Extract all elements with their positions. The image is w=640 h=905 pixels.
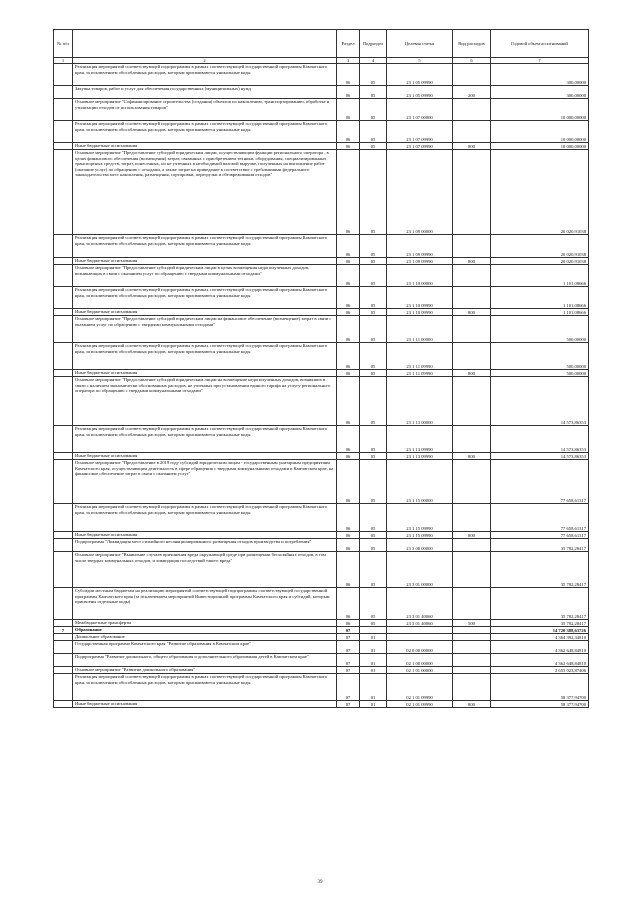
row-number <box>54 674 73 701</box>
row-section: 06 <box>337 143 360 150</box>
table-row <box>54 552 589 588</box>
row-subsection: 05 <box>360 377 387 426</box>
row-target-article: 23 1 09 09990 <box>387 258 453 265</box>
row-target-article: 23 3 01 00000 <box>387 552 453 588</box>
row-number <box>54 634 73 641</box>
row-name: Государственная программа Камчатского края "Развитие образования в Камчатском крае" <box>73 641 337 654</box>
row-section: 06 <box>337 86 360 99</box>
row-subsection: 05 <box>360 620 387 627</box>
row-subsection: 05 <box>360 316 387 343</box>
row-number <box>54 343 73 370</box>
table-row <box>54 634 589 641</box>
row-subsection: 05 <box>360 453 387 460</box>
row-subsection: 05 <box>360 64 387 86</box>
header-number: № п/п <box>54 30 73 58</box>
table-row <box>54 309 589 316</box>
table-row <box>54 287 589 309</box>
row-target-article: 23 1 10 09990 <box>387 309 453 316</box>
row-subsection: 05 <box>360 504 387 532</box>
row-subsection: 05 <box>360 460 387 504</box>
row-expense-type: 200 <box>453 86 491 99</box>
row-annual-volume: 4 364 392,34810 <box>491 634 589 641</box>
row-expense-type <box>453 426 491 453</box>
row-number <box>54 701 73 708</box>
row-annual-volume: 58 377,94700 <box>491 701 589 708</box>
row-section: 07 <box>337 654 360 667</box>
row-expense-type: 500 <box>453 620 491 627</box>
row-subsection: 05 <box>360 552 387 588</box>
row-number <box>54 667 73 674</box>
table-row <box>54 641 589 654</box>
row-name: Реализация мероприятий соответствующей подпрограммы в рамках соответствующей государственной программы Камчатского края, за исключением обособленных расходов, которым присваиваются уникальные коды <box>73 64 337 86</box>
row-expense-type <box>453 235 491 258</box>
row-expense-type: 800 <box>453 258 491 265</box>
table-row <box>54 504 589 532</box>
row-target-article: 23 1 05 09990 <box>387 86 453 99</box>
row-section: 07 <box>337 641 360 654</box>
row-subsection: 05 <box>360 309 387 316</box>
row-annual-volume: 500,00000 <box>491 343 589 370</box>
row-annual-volume: 77 658,61317 <box>491 532 589 539</box>
row-subsection: 05 <box>360 588 387 620</box>
row-number <box>54 150 73 235</box>
row-name: Основное мероприятие "Предоставление в 2019 году субсидий юридическим лицам - государственным унитарным предприятиям Камчатского края, осуществляющим деятельность в сфере обращения с твердыми коммунальными отходами в Камчатском крае, на финансовое обеспечение затрат в связи с оказанием услуг" <box>73 460 337 504</box>
row-name: Подпрограмма "Ликвидация мест стихийного несанкционированного размещения отходов производства и потребления" <box>73 539 337 552</box>
table-row <box>54 667 589 674</box>
row-expense-type <box>453 539 491 552</box>
row-name: Иные бюджетные ассигнования <box>73 309 337 316</box>
row-expense-type <box>453 654 491 667</box>
row-number <box>54 235 73 258</box>
table-row <box>54 620 589 627</box>
row-annual-volume: 20 020,91038 <box>491 258 589 265</box>
row-section: 06 <box>337 343 360 370</box>
row-subsection: 05 <box>360 370 387 377</box>
row-subsection: 05 <box>360 99 387 121</box>
row-number: 7 <box>54 627 73 634</box>
row-number <box>54 377 73 426</box>
column-number: 5 <box>387 58 453 64</box>
row-name: Иные бюджетные ассигнования <box>73 701 337 708</box>
row-number <box>54 620 73 627</box>
column-number: 2 <box>73 58 337 64</box>
row-subsection <box>360 627 387 634</box>
row-subsection: 05 <box>360 86 387 99</box>
table-row <box>54 674 589 701</box>
row-subsection: 01 <box>360 654 387 667</box>
page-number: 39 <box>317 880 323 885</box>
row-name: Реализация мероприятий соответствующей подпрограммы в рамках соответствующей государственной программы Камчатского края, за исключением обособленных расходов, которым присваиваются уникальные коды <box>73 504 337 532</box>
row-target-article: 23 1 07 09990 <box>387 143 453 150</box>
row-number <box>54 316 73 343</box>
row-target-article: 23 3 00 00000 <box>387 539 453 552</box>
row-number <box>54 552 73 588</box>
row-number <box>54 287 73 309</box>
table-row <box>54 64 589 86</box>
row-number <box>54 588 73 620</box>
row-target-article: 02 1 01 09990 <box>387 701 453 708</box>
row-subsection: 05 <box>360 343 387 370</box>
table-row <box>54 588 589 620</box>
row-annual-volume: 77 658,61317 <box>491 460 589 504</box>
row-number <box>54 258 73 265</box>
budget-table <box>53 29 589 708</box>
row-target-article: 23 1 05 09990 <box>387 64 453 86</box>
row-section: 06 <box>337 588 360 620</box>
row-expense-type <box>453 377 491 426</box>
row-annual-volume: 300,00000 <box>491 64 589 86</box>
row-name: Основное мероприятие "Предоставление субсидий юридическим лицам, осуществляющим функции регионального оператора , в целях финансового обеспечения (возмещения) затрат, связанных с приобретением техники, оборудования, специализированных транспортных средств, затрат, понесенных, но не учтенных в необходимой валовой выручке, полученных на выполнение работ (оказание услуг) по обращению с отходами, а также затрат на приведение в соответствие с требованиями федерального законодательства мест накопления, размещения, сортировки, перегрузки и обезвреживания отходов" <box>73 150 337 235</box>
row-section: 07 <box>337 667 360 674</box>
row-annual-volume: 20 020,91038 <box>491 150 589 235</box>
row-annual-volume: 500,00000 <box>491 316 589 343</box>
row-expense-type <box>453 64 491 86</box>
row-section: 06 <box>337 539 360 552</box>
row-expense-type: 800 <box>453 309 491 316</box>
row-target-article: 23 1 09 09990 <box>387 235 453 258</box>
row-target-article: 23 1 10 09990 <box>387 287 453 309</box>
row-expense-type <box>453 504 491 532</box>
table-row <box>54 426 589 453</box>
row-subsection: 01 <box>360 641 387 654</box>
row-subsection: 05 <box>360 532 387 539</box>
row-target-article: 02 1 00 00000 <box>387 654 453 667</box>
table-row <box>54 343 589 370</box>
row-section: 06 <box>337 99 360 121</box>
row-subsection: 01 <box>360 667 387 674</box>
row-subsection: 01 <box>360 674 387 701</box>
row-subsection: 05 <box>360 121 387 143</box>
row-number <box>54 641 73 654</box>
row-section: 06 <box>337 309 360 316</box>
row-expense-type: 800 <box>453 532 491 539</box>
row-name: Иные бюджетные ассигнования <box>73 258 337 265</box>
row-name: Иные бюджетные ассигнования <box>73 453 337 460</box>
row-target-article <box>387 627 453 634</box>
row-number <box>54 86 73 99</box>
row-target-article: 23 1 10 00000 <box>387 265 453 287</box>
row-section: 06 <box>337 426 360 453</box>
row-expense-type <box>453 316 491 343</box>
header-expense-type: Вид расходов <box>453 30 491 58</box>
row-target-article: 23 3 01 40060 <box>387 620 453 627</box>
row-annual-volume: 35 782,28417 <box>491 620 589 627</box>
row-subsection: 01 <box>360 701 387 708</box>
row-annual-volume: 4 362 648,84810 <box>491 654 589 667</box>
row-name: Реализация мероприятий соответствующей подпрограммы в рамках соответствующей государственной программы Камчатского края, за исключением обособленных расходов, которым присваиваются уникальные коды <box>73 674 337 701</box>
row-name: Основное мероприятие "Софинансирование строительства (создания) объектов по накоплению, транспортированию, обработке и утилизации отходов от использования товаров" <box>73 99 337 121</box>
row-target-article: 23 1 15 09990 <box>387 532 453 539</box>
table-row <box>54 370 589 377</box>
row-number <box>54 539 73 552</box>
row-annual-volume: 35 782,28417 <box>491 539 589 552</box>
table-row <box>54 99 589 121</box>
row-section: 06 <box>337 377 360 426</box>
row-target-article: 23 1 11 00000 <box>387 316 453 343</box>
row-target-article: 23 1 07 00000 <box>387 99 453 121</box>
row-name: Иные бюджетные ассигнования <box>73 370 337 377</box>
row-section: 06 <box>337 235 360 258</box>
row-section: 07 <box>337 634 360 641</box>
row-name: Подпрограмма "Развитие дошкольного, общего образования и дополнительного образования детей в Камчатском крае" <box>73 654 337 667</box>
header-annual-volume: Годовой объем ассигнований <box>491 30 589 58</box>
row-section: 06 <box>337 64 360 86</box>
row-expense-type <box>453 121 491 143</box>
row-name: Основное мероприятие "Развитие дошкольного образования" <box>73 667 337 674</box>
row-name: Дошкольное образование <box>73 634 337 641</box>
row-name: Основное мероприятие "Предоставление субсидий юридическим лицам на возмещение недополученных доходов, возникших в связи с наличием экономически обоснованных расходов, не учтенных при установлении единого тарифа на услугу регионального оператора по обращению с твердыми коммунальными отходами" <box>73 377 337 426</box>
row-number <box>54 309 73 316</box>
row-target-article: 23 1 13 09990 <box>387 426 453 453</box>
row-section: 06 <box>337 460 360 504</box>
row-annual-volume: 14 573,86353 <box>491 377 589 426</box>
table-row <box>54 121 589 143</box>
row-target-article: 23 1 13 00000 <box>387 377 453 426</box>
table-row <box>54 150 589 235</box>
row-subsection: 05 <box>360 258 387 265</box>
row-name: Субсидии местным бюджетам на реализацию мероприятий соответствующей подпрограммы соответствующей государственной программы Камчатского края (за исключением мероприятий Инвестиционной программы Камчатского края и субсидий, которым присвоены отдельные коды) <box>73 588 337 620</box>
table-row <box>54 532 589 539</box>
row-expense-type <box>453 588 491 620</box>
row-expense-type <box>453 287 491 309</box>
row-section: 07 <box>337 701 360 708</box>
row-section: 06 <box>337 121 360 143</box>
row-annual-volume: 4 362 648,84810 <box>491 641 589 654</box>
table-row <box>54 460 589 504</box>
row-expense-type <box>453 667 491 674</box>
row-annual-volume: 1 101,08666 <box>491 309 589 316</box>
row-annual-volume: 500,00000 <box>491 370 589 377</box>
row-subsection: 05 <box>360 143 387 150</box>
row-expense-type: 800 <box>453 453 491 460</box>
row-expense-type <box>453 552 491 588</box>
row-number <box>54 654 73 667</box>
table-row <box>54 701 589 708</box>
row-expense-type: 800 <box>453 143 491 150</box>
row-target-article: 23 1 15 00000 <box>387 460 453 504</box>
row-subsection: 01 <box>360 634 387 641</box>
row-number <box>54 460 73 504</box>
row-expense-type <box>453 674 491 701</box>
row-name: Реализация мероприятий соответствующей подпрограммы в рамках соответствующей государственной программы Камчатского края, за исключением обособленных расходов, которым присваиваются уникальные коды <box>73 121 337 143</box>
row-name: Реализация мероприятий соответствующей подпрограммы в рамках соответствующей государственной программы Камчатского края, за исключением обособленных расходов, которым присваиваются уникальные коды <box>73 343 337 370</box>
row-expense-type: 800 <box>453 701 491 708</box>
row-expense-type <box>453 150 491 235</box>
row-name: Иные бюджетные ассигнования <box>73 532 337 539</box>
row-annual-volume: 300,00000 <box>491 86 589 99</box>
table-row <box>54 453 589 460</box>
row-number <box>54 453 73 460</box>
row-section: 07 <box>337 674 360 701</box>
table-row <box>54 235 589 258</box>
row-annual-volume: 14 720 388,63726 <box>491 627 589 634</box>
row-number <box>54 504 73 532</box>
row-name: Реализация мероприятий соответствующей подпрограммы в рамках соответствующей государственной программы Камчатского края, за исключением обособленных расходов, которым присваиваются уникальные коды <box>73 426 337 453</box>
row-annual-volume: 1 101,08666 <box>491 265 589 287</box>
row-number <box>54 370 73 377</box>
row-name: Основное мероприятие "Предоставление субсидий юридическим лицам на финансовое обеспечение (возмещение) затрат в связи с оказанием услуг по обращению с твердыми коммунальными отходами" <box>73 316 337 343</box>
row-annual-volume: 2 655 023,87406 <box>491 667 589 674</box>
row-annual-volume: 1 101,08666 <box>491 287 589 309</box>
header-subsection: Подраздел <box>360 30 387 58</box>
row-annual-volume: 20 020,91038 <box>491 235 589 258</box>
row-subsection: 05 <box>360 235 387 258</box>
table-body <box>54 64 589 708</box>
row-expense-type <box>453 99 491 121</box>
row-target-article: 02 1 01 00000 <box>387 667 453 674</box>
row-name: Основное мероприятие "Предоставление субсидий юридическим лицам в целях возмещения недополученных доходов, возникающих в связи с оказанием услуг по обращению с твердыми коммунальными отходами" <box>73 265 337 287</box>
row-name: Образование <box>73 627 337 634</box>
row-subsection: 05 <box>360 265 387 287</box>
row-section: 06 <box>337 453 360 460</box>
header-name <box>73 30 337 58</box>
row-section: 06 <box>337 620 360 627</box>
row-annual-volume: 14 573,86353 <box>491 426 589 453</box>
table-row <box>54 316 589 343</box>
row-number <box>54 143 73 150</box>
row-target-article: 23 3 01 40060 <box>387 588 453 620</box>
row-subsection: 05 <box>360 150 387 235</box>
row-number <box>54 121 73 143</box>
row-expense-type <box>453 460 491 504</box>
row-target-article: 23 1 11 09990 <box>387 370 453 377</box>
row-annual-volume: 10 000,00000 <box>491 99 589 121</box>
table-row <box>54 86 589 99</box>
row-expense-type: 800 <box>453 370 491 377</box>
row-section: 06 <box>337 370 360 377</box>
row-expense-type <box>453 627 491 634</box>
table-row <box>54 627 589 634</box>
row-name: Реализация мероприятий соответствующей подпрограммы в рамках соответствующей государственной программы Камчатского края, за исключением обособленных расходов, которым присваиваются уникальные коды <box>73 287 337 309</box>
row-target-article <box>387 634 453 641</box>
table-row <box>54 258 589 265</box>
row-section: 06 <box>337 552 360 588</box>
row-target-article: 23 1 13 09990 <box>387 453 453 460</box>
row-annual-volume: 35 782,28417 <box>491 552 589 588</box>
row-expense-type <box>453 265 491 287</box>
row-annual-volume: 35 782,28417 <box>491 588 589 620</box>
row-annual-volume: 58 377,94700 <box>491 674 589 701</box>
row-section: 06 <box>337 316 360 343</box>
column-number: 4 <box>360 58 387 64</box>
row-annual-volume: 77 658,61317 <box>491 504 589 532</box>
row-section: 06 <box>337 265 360 287</box>
row-target-article: 02 0 00 00000 <box>387 641 453 654</box>
row-number <box>54 99 73 121</box>
row-expense-type <box>453 343 491 370</box>
row-section: 06 <box>337 150 360 235</box>
row-number <box>54 265 73 287</box>
row-annual-volume: 14 573,86353 <box>491 453 589 460</box>
table-row <box>54 265 589 287</box>
row-target-article: 02 1 01 09990 <box>387 674 453 701</box>
table-header-row <box>54 30 589 58</box>
row-target-article: 23 1 11 09990 <box>387 343 453 370</box>
row-expense-type <box>453 634 491 641</box>
table-row <box>54 539 589 552</box>
row-section: 06 <box>337 532 360 539</box>
row-section: 06 <box>337 504 360 532</box>
table-row <box>54 377 589 426</box>
row-name: Закупка товаров, работ и услуг для обеспечения государственных (муниципальных) нужд <box>73 86 337 99</box>
row-subsection: 05 <box>360 426 387 453</box>
row-section: 06 <box>337 258 360 265</box>
row-subsection: 05 <box>360 539 387 552</box>
table-row <box>54 654 589 667</box>
row-number <box>54 64 73 86</box>
row-subsection: 05 <box>360 287 387 309</box>
header-target-article: Целевая статья <box>387 30 453 58</box>
row-target-article: 23 1 09 00000 <box>387 150 453 235</box>
row-name: Основное мероприятие "Выявление случаев причинения вреда окружающей среде при размещении бесхозяйных отходов, в том числе твердых коммунальных отходов, и ликвидация последствий такого вреда" <box>73 552 337 588</box>
column-number: 1 <box>54 58 73 64</box>
row-annual-volume: 10 000,00000 <box>491 143 589 150</box>
column-number: 3 <box>337 58 360 64</box>
row-expense-type <box>453 641 491 654</box>
header-section: Раздел <box>337 30 360 58</box>
row-name: Межбюджетные трансферты <box>73 620 337 627</box>
row-name: Реализация мероприятий соответствующей подпрограммы в рамках соответствующей государственной программы Камчатского края, за исключением обособленных расходов, которым присваиваются уникальные коды <box>73 235 337 258</box>
row-section: 07 <box>337 627 360 634</box>
row-annual-volume: 10 000,00000 <box>491 121 589 143</box>
row-target-article: 23 1 07 09990 <box>387 121 453 143</box>
table-row <box>54 143 589 150</box>
row-number <box>54 426 73 453</box>
row-section: 06 <box>337 287 360 309</box>
row-name: Иные бюджетные ассигнования <box>73 143 337 150</box>
column-number: 6 <box>453 58 491 64</box>
row-number <box>54 532 73 539</box>
column-number: 7 <box>491 58 589 64</box>
row-target-article: 23 1 15 09990 <box>387 504 453 532</box>
